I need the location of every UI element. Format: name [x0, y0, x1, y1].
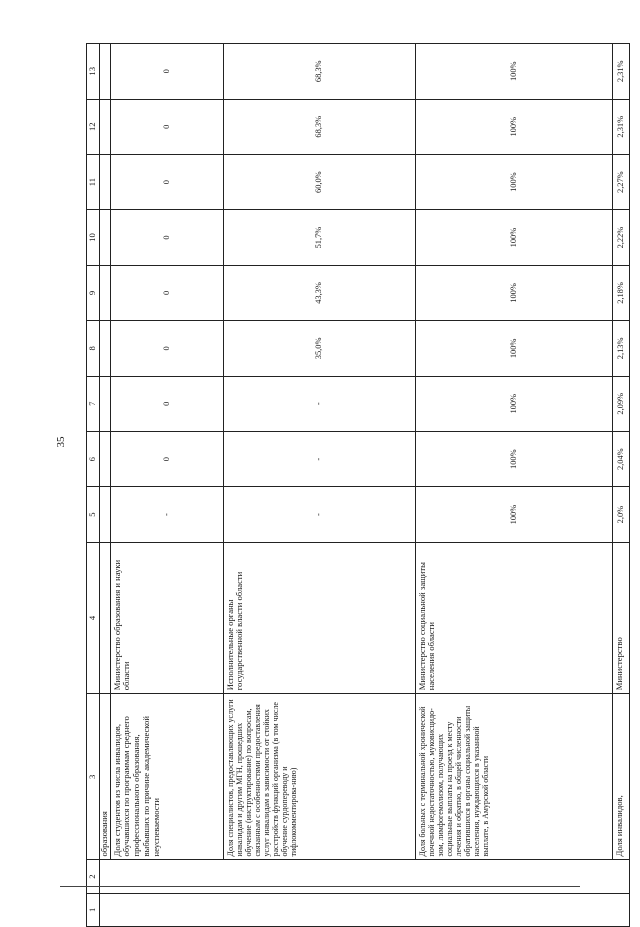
header-cell: 4	[87, 542, 100, 693]
value-cell: 0	[110, 431, 223, 486]
value-cell: 2,09%	[612, 376, 629, 431]
value-cell	[100, 376, 111, 431]
section-cell	[100, 860, 630, 893]
indicator-name-cell: образования	[100, 694, 111, 860]
value-cell	[100, 487, 111, 542]
table-row	[223, 44, 415, 927]
agency-cell	[100, 542, 111, 693]
value-cell: 2,31%	[612, 99, 629, 154]
value-cell: 100%	[415, 99, 612, 154]
value-cell: 68,3%	[223, 99, 415, 154]
value-cell	[100, 431, 111, 486]
value-cell: 100%	[415, 487, 612, 542]
value-cell	[100, 265, 111, 320]
value-cell: 100%	[415, 44, 612, 100]
header-cell: 13	[87, 44, 100, 100]
table-row	[415, 44, 612, 927]
page-number: 35	[55, 436, 67, 448]
header-cell: 7	[87, 376, 100, 431]
value-cell: 68,3%	[223, 44, 415, 100]
header-row	[87, 44, 100, 927]
indicator-table	[86, 43, 630, 927]
table-row	[100, 44, 111, 927]
header-cell: 8	[87, 321, 100, 376]
value-cell: -	[110, 487, 223, 542]
indicator-name-cell: Доля больных с терминальной хронической почечной недостаточностью, муковисцидо-зом, лимфогемолизом, получающих социальные выплаты на проезд к месту лечения и обратно, в общей численности обратившихся в органы социальной защиты населения, нуждающихся в указанной выплате, в Амурской области	[415, 694, 612, 860]
header-cell: 11	[87, 154, 100, 209]
indicator-name-cell: Доля студентов из числа инвалидов, обучавшихся по программам среднего профессионального образования, выбывших по причине академической неуспеваемости	[110, 694, 223, 860]
header-cell: 1	[87, 893, 100, 926]
agency-cell: Исполнительные органы государственной власти области	[223, 542, 415, 693]
table-row	[110, 44, 223, 927]
value-cell	[100, 99, 111, 154]
value-cell: 0	[110, 376, 223, 431]
agency-cell: Министерство образования и науки области	[110, 542, 223, 693]
agency-cell: Министерство социальной защиты населения области	[415, 542, 612, 693]
header-cell: 12	[87, 99, 100, 154]
value-cell: 0	[110, 154, 223, 209]
row-number-cell	[100, 893, 630, 926]
value-cell: 2,18%	[612, 265, 629, 320]
value-cell: 0	[110, 265, 223, 320]
value-cell: 2,0%	[612, 487, 629, 542]
header-cell: 10	[87, 210, 100, 265]
value-cell: 35,0%	[223, 321, 415, 376]
value-cell: 2,27%	[612, 154, 629, 209]
value-cell: 100%	[415, 210, 612, 265]
value-cell	[100, 210, 111, 265]
value-cell: 0	[110, 44, 223, 100]
value-cell: 51,7%	[223, 210, 415, 265]
value-cell: 100%	[415, 154, 612, 209]
rotated-table-sheet	[86, 43, 623, 927]
value-cell: 100%	[415, 321, 612, 376]
value-cell	[100, 44, 111, 100]
value-cell: 100%	[415, 431, 612, 486]
value-cell: 0	[110, 321, 223, 376]
header-cell: 2	[87, 860, 100, 893]
indicator-name-cell: Доля специалистов, предоставляющих услуги инвалидам и другим МГН, прошедших обучение (инструктирование) по вопросам, связанным с особенностями предоставления услуг инвалидам в зависимости от стойких расстройств функций организма (в том числе обучение сурдопереводу и тифлокомментирова-нию)	[223, 694, 415, 860]
header-cell: 5	[87, 487, 100, 542]
value-cell	[100, 321, 111, 376]
header-cell: 9	[87, 265, 100, 320]
table-row	[612, 44, 629, 927]
indicator-name-cell: Доля инвалидов,	[612, 694, 629, 860]
value-cell: 60,0%	[223, 154, 415, 209]
agency-cell: Министерство	[612, 542, 629, 693]
value-cell: 2,13%	[612, 321, 629, 376]
value-cell: -	[223, 431, 415, 486]
value-cell: 100%	[415, 265, 612, 320]
value-cell: 2,31%	[612, 44, 629, 100]
value-cell: -	[223, 487, 415, 542]
value-cell: -	[223, 376, 415, 431]
value-cell: 2,22%	[612, 210, 629, 265]
value-cell: 0	[110, 99, 223, 154]
value-cell: 100%	[415, 376, 612, 431]
value-cell	[100, 154, 111, 209]
value-cell: 0	[110, 210, 223, 265]
value-cell: 43,3%	[223, 265, 415, 320]
value-cell: 2,04%	[612, 431, 629, 486]
page-bottom-rule	[60, 886, 580, 887]
header-cell: 3	[87, 694, 100, 860]
header-cell: 6	[87, 431, 100, 486]
